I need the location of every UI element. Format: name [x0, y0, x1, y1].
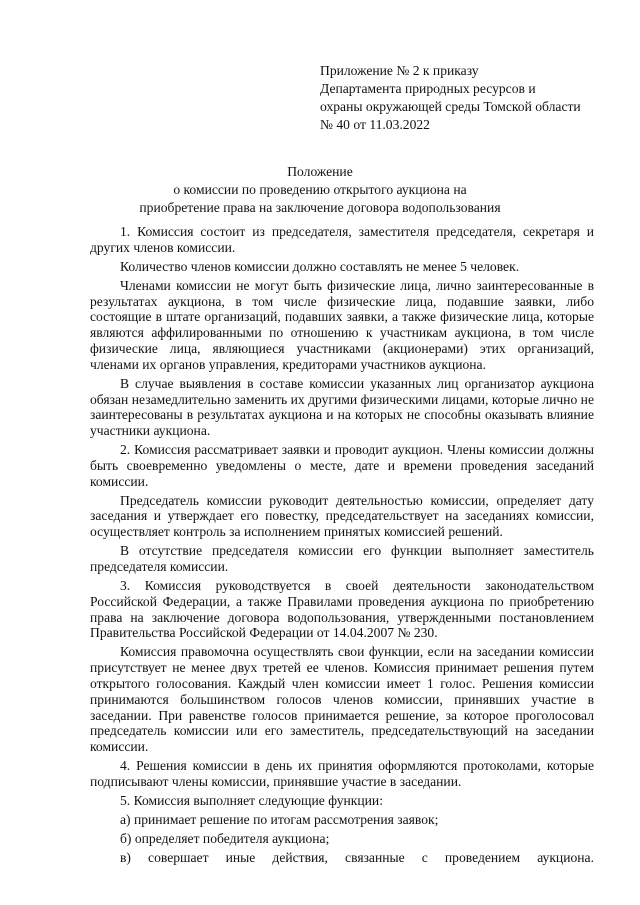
appendix-line: охраны окружающей среды Томской области [320, 99, 581, 114]
paragraph: Председатель комиссии руководит деятельностью комиссии, определяет дату заседания и утверждает его повестку, председательствует на заседаниях комиссии, осуществляет контроль за исполнением принятых комиссией решений. [90, 492, 594, 540]
paragraph: 2. Комиссия рассматривает заявки и проводит аукцион. Члены комиссии должны быть своевременно уведомлены о месте, дате и времени проведения заседаний комиссии. [90, 442, 594, 489]
paragraph: В отсутствие председателя комиссии его функции выполняет заместитель председателя комиссии. [90, 543, 594, 575]
list-item: в) совершает иные действия, связанные с проведением аукциона. [120, 849, 594, 865]
document-body [90, 224, 594, 869]
title-line: Положение [287, 164, 353, 179]
paragraph: 4. Решения комиссии в день их принятия оформляются протоколами, которые подписывают члены комиссии, принявшие участие в заседании. [90, 758, 594, 789]
appendix-line: Департамента природных ресурсов и [320, 81, 536, 96]
document-title [90, 163, 550, 217]
title-line: приобретение права на заключение договора водопользования [139, 200, 501, 215]
title-line: о комиссии по проведению открытого аукциона на [173, 182, 467, 197]
appendix-header [320, 62, 610, 134]
paragraph: Комиссия правомочна осуществлять свои функции, если на заседании комиссии присутствует не менее двух третей ее членов. Комиссия принимает решения путем открытого голосования. Каждый член комиссии имеет 1 голос. Решения комиссии принимаются большинством голосов членов комиссии, принявших участие в заседании. При равенстве голосов принимается решение, за которое проголосовал председатель комиссии или его заместитель, председательствующий на заседании комиссии. [90, 644, 594, 755]
appendix-line: Приложение № 2 к приказу [320, 63, 479, 78]
list-item: а) принимает решение по итогам рассмотрения заявок; [120, 811, 439, 827]
paragraph: 3. Комиссия руководствуется в своей деятельности законодательством Российской Федерации, а также Правилами проведения аукциона по приобретению права на заключение договора водопользования, утвержденными постановлением Правительства Российской Федерации от 14.04.2007 № 230. [90, 578, 594, 641]
paragraph: Членами комиссии не могут быть физические лица, лично заинтересованные в результатах аукциона, в том числе физические лица, подавшие заявки, либо состоящие в штате организаций, подавших заявки, а также физические лица, которые являются аффилированными по отношению к участникам аукциона, в том числе физические лица, являющиеся участниками (акционерами) этих организаций, членами их органов управления, кредиторами участников аукциона. [90, 277, 594, 372]
appendix-line: № 40 от 11.03.2022 [320, 117, 430, 132]
paragraph: В случае выявления в составе комиссии указанных лиц организатор аукциона обязан незамедлительно заменить их другими физическими лицами, которые лично не заинтересованы в результатах аукциона и на которых не способны оказывать влияние участники аукциона. [90, 375, 594, 439]
paragraph: Количество членов комиссии должно составлять не менее 5 человек. [120, 258, 520, 274]
paragraph: 5. Комиссия выполняет следующие функции: [120, 792, 383, 808]
paragraph: 1. Комиссия состоит из председателя, заместителя председателя, секретаря и других членов комиссии. [90, 224, 594, 255]
list-item: б) определяет победителя аукциона; [120, 830, 330, 846]
